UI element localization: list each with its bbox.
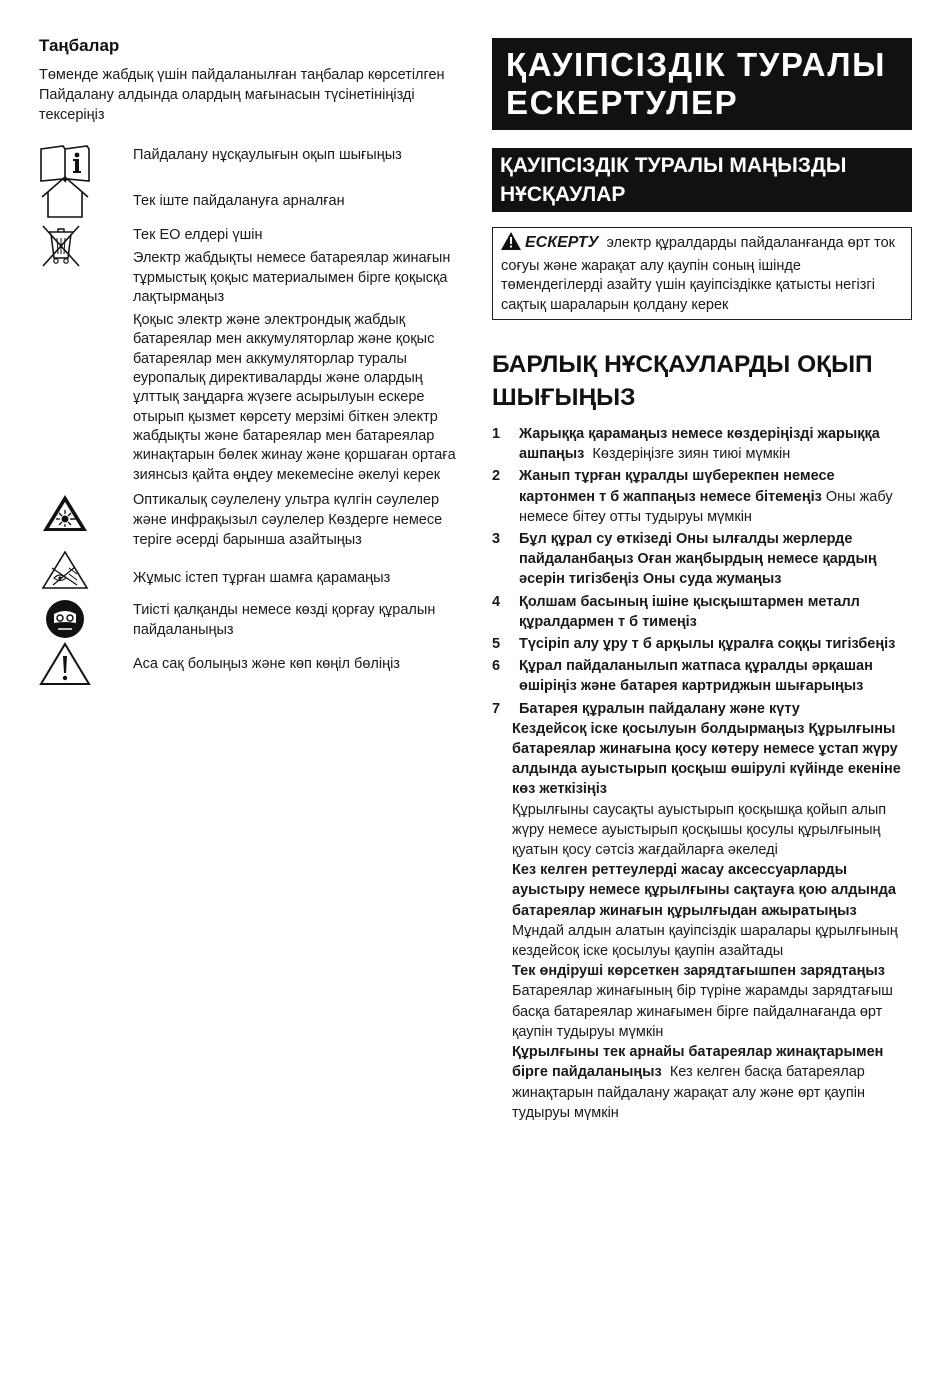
symbol-text-weee-directive: Қоқыс электр және электрондық жабдық батареялар мен аккумуляторлар және қоқыс батареялар мен аккумуляторлар туралы еуропалық директиваларды және олардың ұлттық заңдарға жүзеге асырылуын ескере отырып қызмет көрсету мерзімі біткен электр жабдықты және батареялар мен батареялар жинақтарын бөлек жинау және қоршаған ортаға зиянсыз қайта өңдеу мекемесіне әкелуі керек bbox=[133, 312, 456, 483]
rule-text: Көздеріңізге зиян тиюі мүмкін bbox=[592, 446, 791, 463]
rule-bold: Түсіріп алу ұру т б арқылы құралға соққы тигізбеңіз bbox=[519, 636, 896, 653]
rule-number: 2 bbox=[492, 468, 501, 485]
symbols-intro: Төменде жабдық үшін пайдаланылған таңбалар көрсетілген Пайдалану алдында олардың мағынасын түсінетініңізді тексеріңіз bbox=[39, 67, 445, 123]
rule-item bbox=[492, 529, 912, 590]
rule-bold: Жанып тұрған құралды шүберекпен немесе картонмен т б жаппаңыз немесе бітемеңіз bbox=[519, 468, 835, 505]
symbol-row-no-look-lamp bbox=[39, 569, 459, 589]
battery-para-text: Құрылғыны саусақты ауыстырып қосқышқа қойып алып жүру немесе ауыстырып қосқышы қосулы құрылғының қуатын қосу сәтсіз жағдайларға әкеледі bbox=[512, 801, 887, 859]
symbol-row-manual bbox=[39, 145, 459, 166]
warning-box bbox=[492, 227, 912, 320]
battery-para-text: Кез келген басқа батареялар жинақтарын пайдалану жарақат алу және өрт қаупін тудыруы мүмкін bbox=[512, 1064, 866, 1121]
symbol-row-disposal bbox=[39, 226, 459, 485]
read-all-instructions-heading: БАРЛЫҚ НҰСҚАУЛАРДЫ ОҚЫП ШЫҒЫҢЫЗ bbox=[492, 351, 873, 411]
battery-para-bold: Құрылғыны тек арнайы батареялар жинақтарымен бірге пайдаланыңыз bbox=[512, 1044, 884, 1081]
rule-number: 3 bbox=[492, 531, 501, 548]
battery-para-text: Мұндай алдын алатын қауіпсіздік шаралары құрылғының кездейсоқ іске қосылуы қаупін азайтады bbox=[512, 922, 898, 960]
rule-number: 7 bbox=[492, 700, 501, 717]
rule-item bbox=[492, 592, 912, 632]
house-icon bbox=[39, 175, 91, 219]
rule7-heading: Батарея құралын пайдалану және күту bbox=[519, 700, 800, 717]
optical-radiation-icon bbox=[39, 493, 91, 537]
symbol-text-caution: Аса сақ болыңыз және көп көңіл бөліңіз bbox=[133, 656, 400, 673]
face-shield-icon bbox=[39, 599, 91, 643]
rule-item bbox=[492, 634, 912, 654]
rule-item bbox=[492, 424, 912, 464]
symbol-text-optical-radiation: Оптикалық сәулелену ультра күлгін сәулелер және инфрақызыл сәулелер Көздерге немесе теріге әсерді барынша азайтыңыз bbox=[133, 491, 443, 548]
symbol-row-face-shield bbox=[39, 601, 459, 640]
battery-para bbox=[492, 961, 912, 1042]
symbol-row-optical-radiation bbox=[39, 490, 459, 550]
rule-number: 6 bbox=[492, 658, 501, 675]
rule-number: 5 bbox=[492, 636, 501, 653]
battery-para bbox=[492, 1042, 912, 1123]
symbols-column bbox=[39, 36, 459, 675]
rule-item bbox=[492, 656, 912, 696]
symbol-text-eu-only: Тек ЕО елдері үшін bbox=[133, 227, 263, 243]
rule-bold: Жарыққа қарамаңыз немесе көздеріңізді жарыққа ашпаңыз bbox=[519, 426, 880, 463]
rule-bold: Қолшам басының ішіне қысқыштармен металл құралдармен т б тимеңіз bbox=[519, 593, 860, 630]
safety-warnings-title: ҚАУІПСІЗДІК ТУРАЛЫ ЕСКЕРТУЛЕР bbox=[492, 38, 912, 130]
symbol-text-no-look-lamp: Жұмыс істеп тұрған шамға қарамаңыз bbox=[133, 569, 391, 586]
warning-label: ЕСКЕРТУ bbox=[525, 234, 599, 251]
battery-para bbox=[492, 719, 912, 860]
rule-item bbox=[492, 466, 912, 527]
symbol-text-face-shield: Тиісті қалқанды немесе көзді қорғау құралын пайдаланыңыз bbox=[133, 602, 436, 638]
rule-bold: Құрал пайдаланылып жатпаса құралды әрқашан өшіріңіз және батарея картриджын шығарыңыз bbox=[519, 658, 873, 695]
battery-para-bold: Кез келген реттеулерді жасау аксессуарларды ауыстыру немесе құрылғыны сақтауға қою алдында батареялар жинағын құрылғыдан ажыратыңыз bbox=[512, 862, 896, 919]
warning-triangle-icon bbox=[501, 232, 521, 257]
no-look-lamp-icon bbox=[39, 550, 91, 594]
crossed-bin-icon bbox=[39, 224, 91, 268]
safety-column bbox=[492, 38, 912, 1125]
battery-para-bold: Тек өндіруші көрсеткен зарядтағышпен зарядтаңыз bbox=[512, 963, 885, 980]
rule-number: 4 bbox=[492, 593, 501, 610]
symbol-text-manual: Пайдалану нұсқаулығын оқып шығыңыз bbox=[133, 147, 402, 163]
symbols-title: Таңбалар bbox=[39, 36, 120, 55]
battery-para-bold: Кездейсоқ іске қосылуын болдырмаңыз Құрылғыны батареялар жинағына қосу көтеру немесе ұстап жүру алдында ауыстырып қосқыш өшірулі күйінде екеніне көз жеткізіңіз bbox=[512, 720, 901, 798]
important-instructions-title: ҚАУІПСІЗДІК ТУРАЛЫ МАҢЫЗДЫ НҰСҚАУЛАР bbox=[492, 148, 912, 212]
symbol-text-indoor: Тек іште пайдалануға арналған bbox=[133, 192, 345, 209]
rules-list bbox=[492, 424, 912, 1123]
rule-text: Оны жабу немесе бітеу отты тудыруы мүмкін bbox=[519, 488, 893, 525]
symbol-row-indoor bbox=[39, 192, 459, 212]
symbol-row-caution bbox=[39, 655, 459, 675]
battery-para-text: Батареялар жинағының бір түріне жарамды зарядтағыш басқа батареялар жинағымен бірге пайдалнағанда өрт қаупін тудыруы мүмкін bbox=[512, 983, 893, 1040]
rule-number: 1 bbox=[492, 426, 501, 442]
symbol-text-no-household-waste: Электр жабдықты немесе батареялар жинағын тұрмыстық қоқыс материалымен бірге қоқысқа лақтырмаңыз bbox=[133, 250, 451, 305]
warning-text: электр құралдарды пайдаланғанда өрт ток соғуы және жарақат алу қаупін соның ішінде төмендегілерді азайту үшін қауіпсіздікке қатысты негізгі сақтық шараларын қолдану керек bbox=[501, 235, 896, 313]
rule-item-battery bbox=[492, 699, 912, 1123]
battery-para bbox=[492, 860, 912, 961]
caution-icon bbox=[39, 642, 91, 686]
rule-bold: Бұл құрал су өткізеді Оны ылғалды жерлерде пайдаланбаңыз Оған жаңбырдың немесе қардың әсерін тигізбеңіз Оны суда жумаңыз bbox=[519, 531, 877, 588]
